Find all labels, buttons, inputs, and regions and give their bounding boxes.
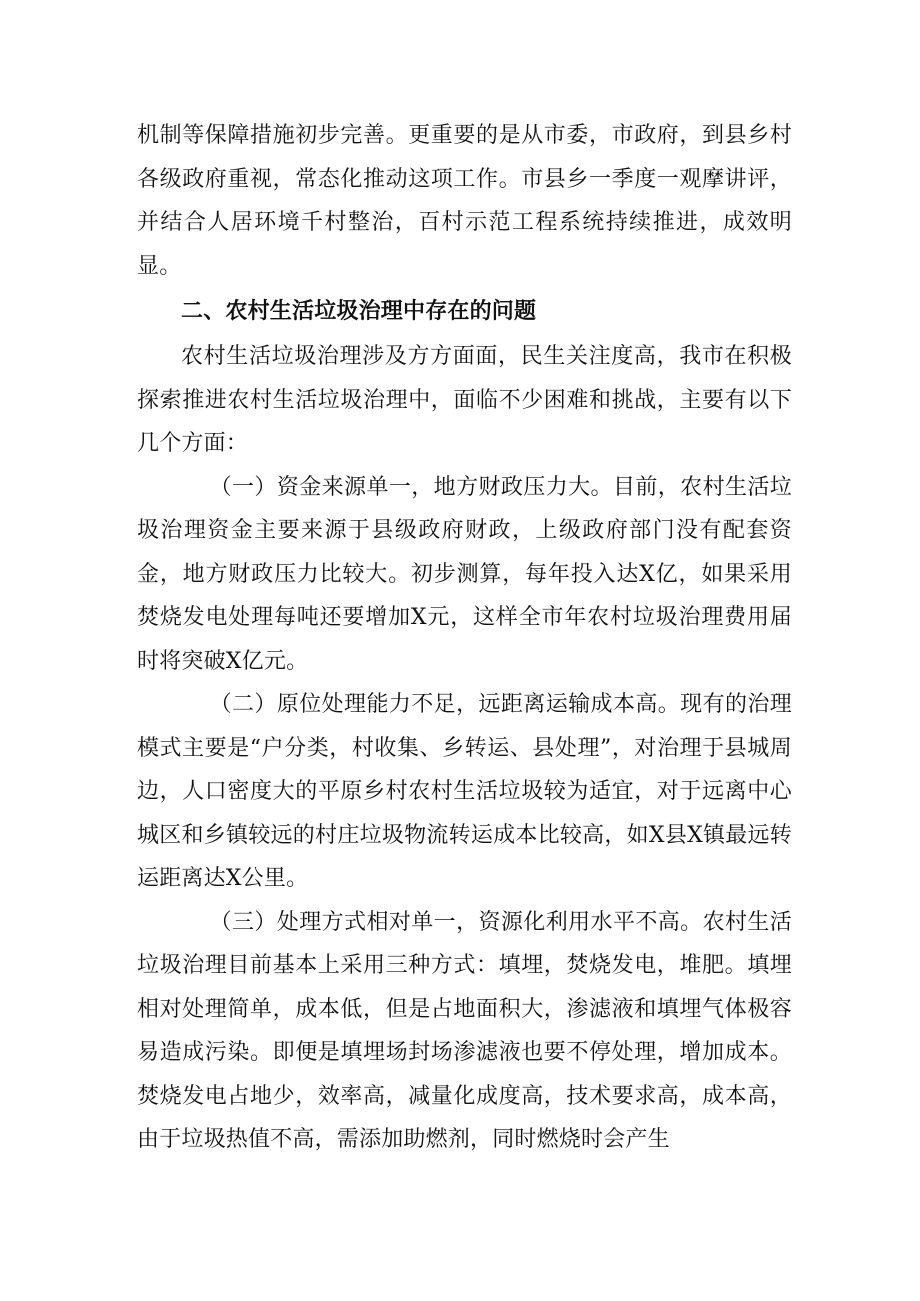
paragraph-item-1: （一）资金来源单一，地方财政压力大。目前，农村生活垃圾治理资金主要来源于县级政府财政，上级政府部门没有配套资金，地方财政压力比较大。初步测算，每年投入达X亿，如果采用焚烧发电处理每吨还要增加X元，这样全市年农村垃圾治理费用届时将突破X亿元。 [137,474,792,674]
paragraph-item-3: （三）处理方式相对单一，资源化利用水平不高。农村生活垃圾治理目前基本上采用三种方式：填埋，焚烧发电，堆肥。填埋相对处理简单，成本低，但是占地面积大，渗滤液和填埋气体极容易造成污染。即便是填埋场封场渗滤液也要不停处理，增加成本。焚烧发电占地少，效率高，减量化成度高，技术要求高，成本高，由于垃圾热值不高，需添加助燃剂，同时燃烧时会产生 [137,909,792,1152]
paragraph-continuation: 机制等保障措施初步完善。更重要的是从市委，市政府，到县乡村各级政府重视，常态化推动这项工作。市县乡一季度一观摩讲评，并结合人居环境千村整治，百村示范工程系统持续推进，成效明显。 [137,123,792,279]
paragraph-intro: 农村生活垃圾治理涉及方方面面，民生关注度高，我市在积极探索推进农村生活垃圾治理中，面临不少困难和挑战，主要有以下几个方面： [137,344,792,456]
document-body [137,114,792,1162]
section-heading-2: 二、农村生活垃圾治理中存在的问题 [181,299,537,324]
paragraph-item-2: （二）原位处理能力不足，远距离运输成本高。现有的治理模式主要是“户分类，村收集、乡转运、县处理”，对治理于县城周边，人口密度大的平原乡村农村生活垃圾较为适宜，对于远离中心城区和乡镇较远的村庄垃圾物流转运成本比较高，如X县X镇最远转运距离达X公里。 [137,692,792,891]
